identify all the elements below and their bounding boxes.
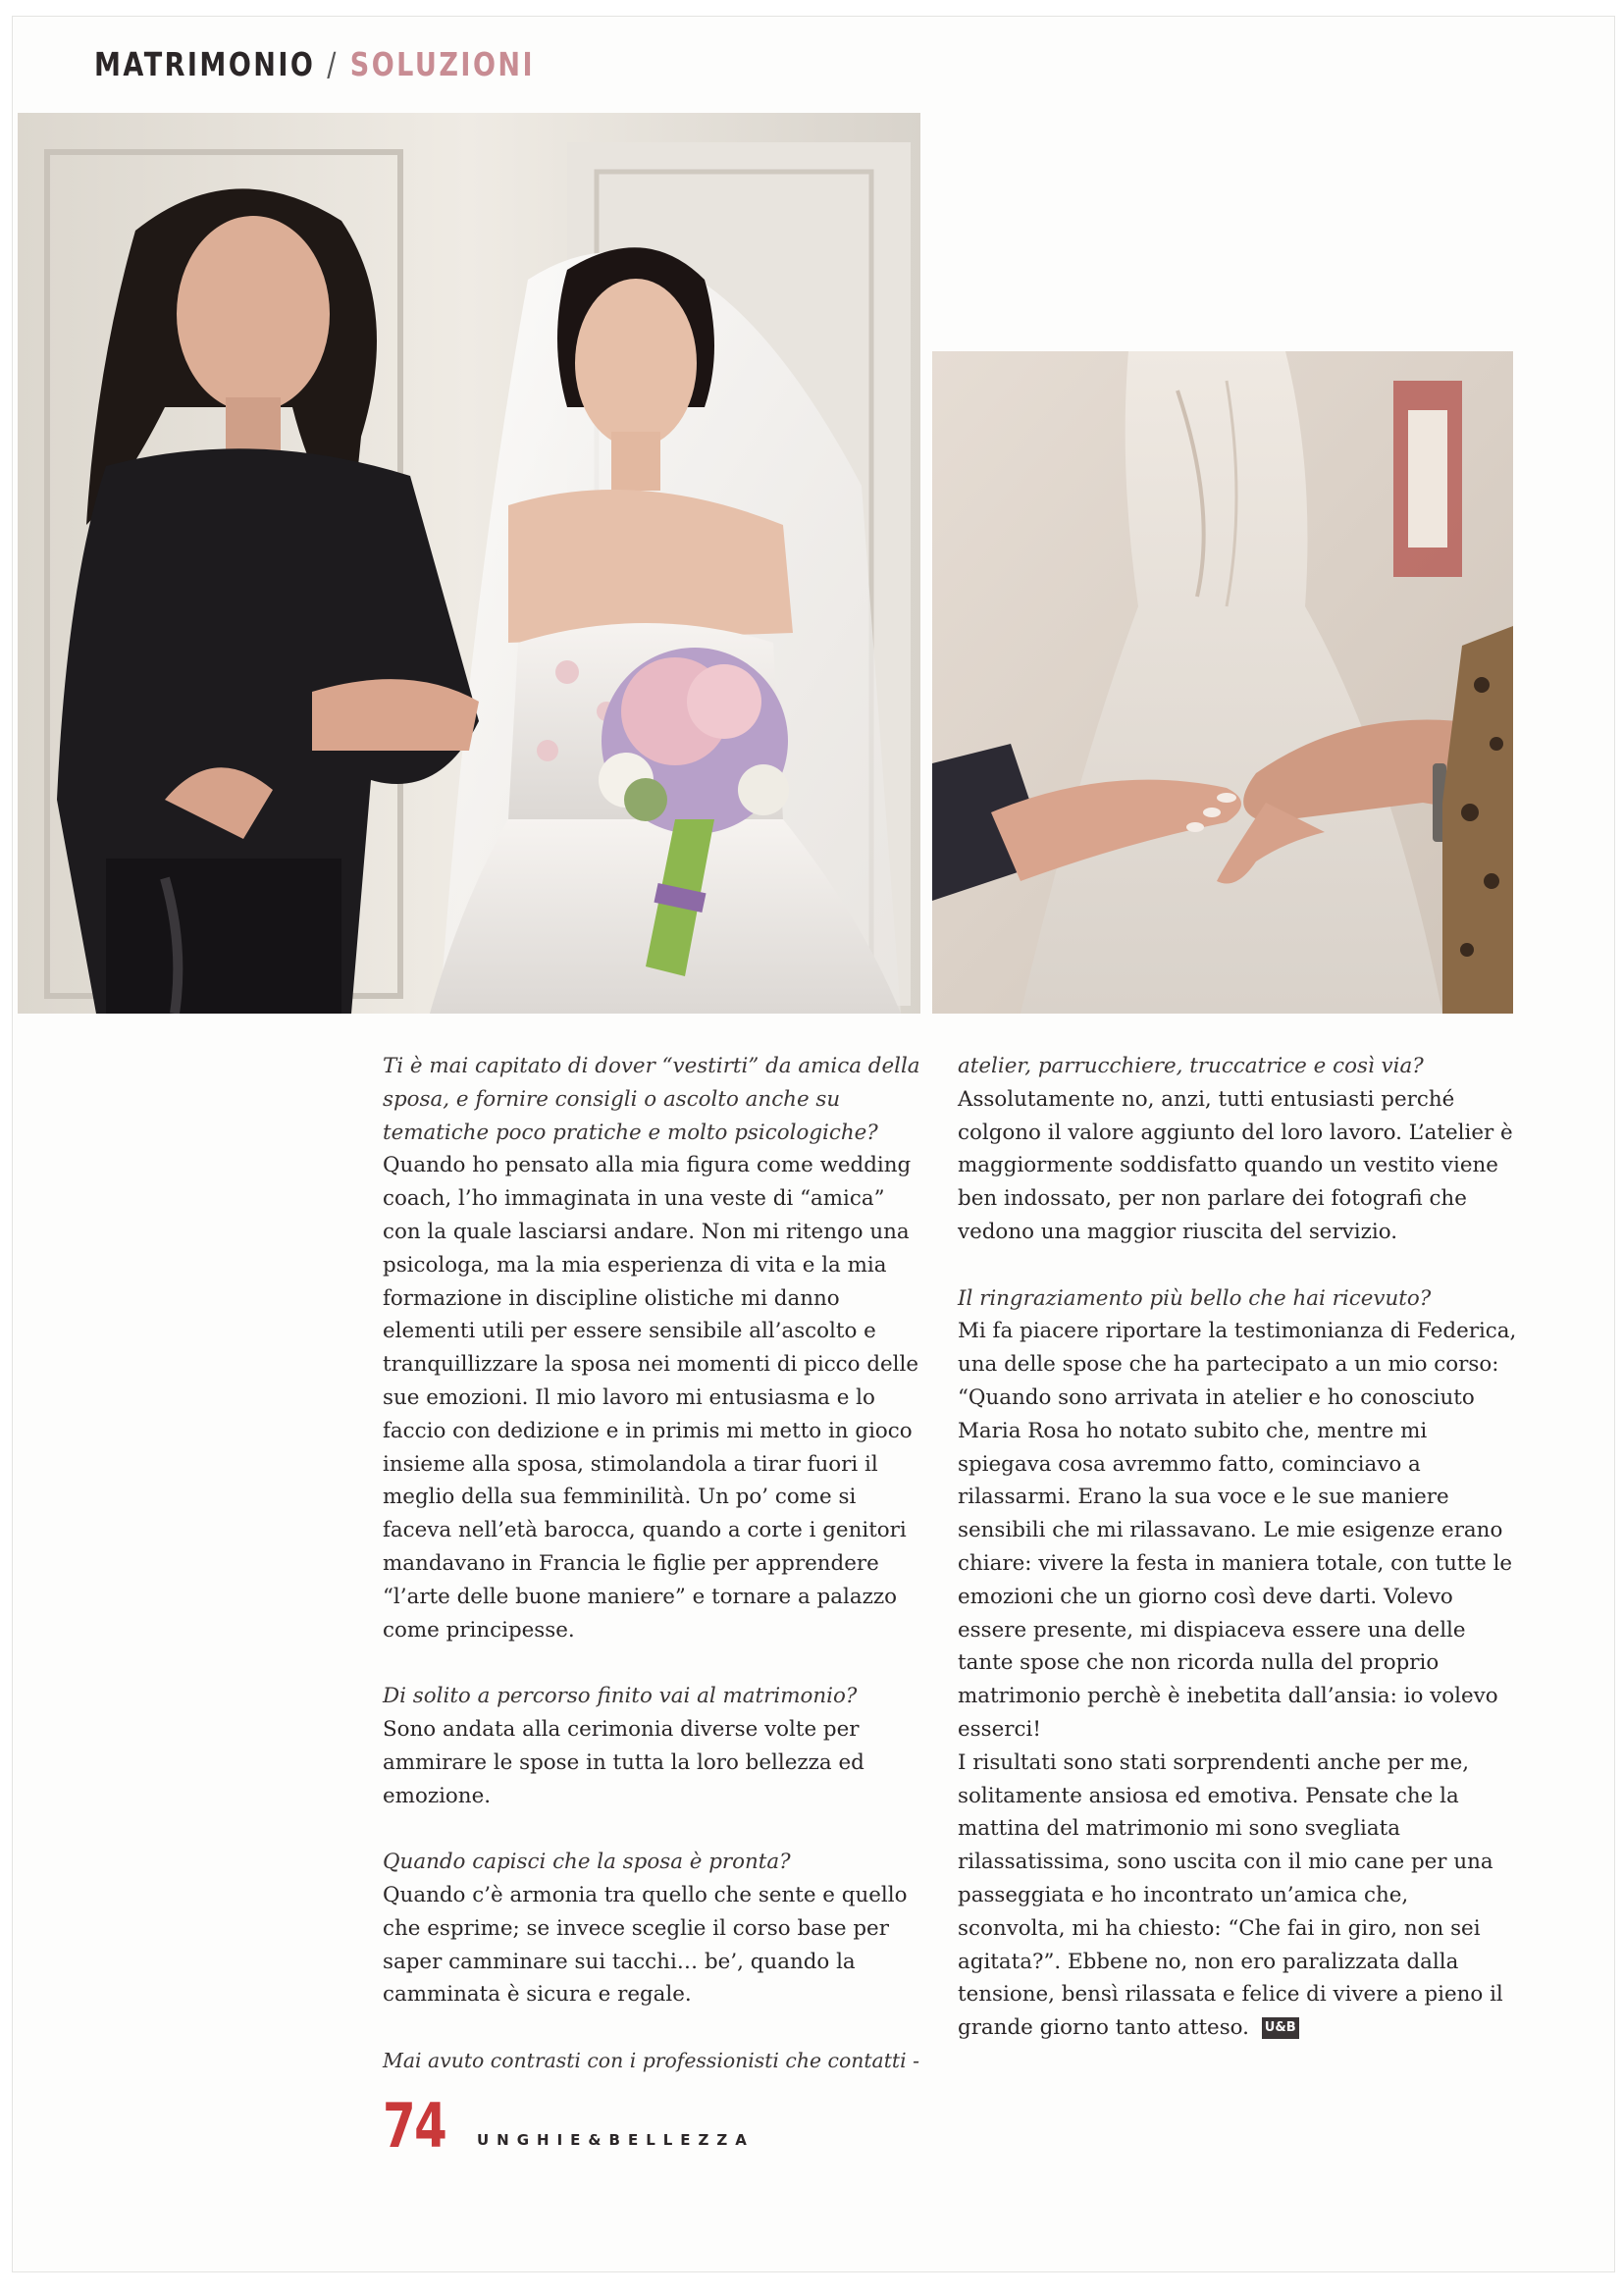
interview-answer (958, 1747, 1517, 2045)
interview-question: Il ringraziamento più bello che hai ricevuto? (958, 1285, 1432, 1311)
section-subtitle: SOLUZIONI (349, 45, 536, 83)
article-column-right (958, 1050, 1517, 2045)
interview-question: Di solito a percorso finito vai al matrimonio? (383, 1684, 858, 1709)
article-column-left (383, 1050, 922, 2078)
interview-answer: Assolutamente no, anzi, tutti entusiasti perché colgono il valore aggiunto del loro lavoro. L’atelier è maggiormente soddisfatto quando un vestito viene ben indossato, per non parlare dei fotografi che vedono una maggior riuscita del servizio. (958, 1086, 1513, 1244)
interview-question: Quando capisci che la sposa è pronta? (383, 1850, 791, 1875)
interview-answer: Quando c’è armonia tra quello che sente e quello che esprime; se invece sceglie il corso base per saper camminare sui tacchi… be’, quando la camminata è sicura e regale. (383, 1882, 908, 2008)
closing-paragraph: I risultati sono stati sorprendenti anche per me, solitamente ansiosa ed emotiva. Pensate che la mattina del matrimonio mi sono svegliata rilassatissima, sono uscita con il mio cane per una passeggiata e ho incontrato un’amica che, sconvolta, mi ha chiesto: “Che fai in giro, non sei agitata?”. Ebbene no, non ero paralizzata dalla tensione, bensì rilassata e felice di vivere a pieno il grande giorno tanto atteso. (958, 1749, 1503, 2041)
magazine-name: UNGHIE&BELLEZZA (477, 2131, 755, 2149)
hands-on-wedding-dress-photo (932, 351, 1513, 1014)
page-footer (383, 2082, 755, 2162)
interview-question: Mai avuto contrasti con i professionisti che contatti - (383, 2048, 919, 2072)
interview-answer: Quando ho pensato alla mia figura come wedding coach, l’ho immaginata in una veste di “amica” con la quale lasciarsi andare. Non mi ritengo una psicologa, ma la mia esperienza di vita e la mia formazione in discipline olistiche mi danno elementi utili per essere sensibile all’ascolto e tranquillizzare la sposa nei momenti di picco delle sue emozioni. Il mio lavoro mi entusiasma e lo faccio con dedizione e in primis mi metto in gioco insieme alla sposa, stimolandola a tirar fuori il meglio della sua femminilità. Un po’ come si faceva nell’età barocca, quando a corte i genitori mandavano in Francia le figlie per apprendere “l’arte delle buone maniere” e tornare a palazzo come principesse. (383, 1153, 919, 1643)
end-mark-logo: U&B (1262, 2017, 1299, 2039)
section-category: MATRIMONIO (94, 45, 316, 83)
wedding-coach-with-bride-photo (18, 113, 920, 1014)
main-photo-illustration (18, 113, 920, 1014)
hands-photo-illustration (932, 351, 1513, 1014)
page-number: 74 (383, 2090, 446, 2162)
interview-answer: Sono andata alla cerimonia diverse volte per ammirare le spose in tutta la loro bellezza ed emozione. (383, 1716, 864, 1808)
interview-answer: Mi fa piacere riportare la testimonianza di Federica, una delle spose che ha partecipato a un mio corso: “Quando sono arrivata in atelier e ho conosciuto Maria Rosa ho notato subito che, mentre mi spiegava cosa avremmo fatto, cominciavo a rilassarmi. Erano la sua voce e le sue maniere sensibili che mi rilassavano. Le mie esigenze erano chiare: vivere la festa in maniera totale, con tutte le emozioni che un giorno così deve darti. Volevo essere presente, mi dispiaceva essere una delle tante spose che non ricorda nulla del proprio matrimonio perchè è inebetita dall’ansia: io volevo esserci! (958, 1319, 1517, 1742)
interview-question: Ti è mai capitato di dover “vestirti” da amica della sposa, e fornire consigli o ascolto anche su tematiche poco pratiche e molto psicologiche? (383, 1054, 920, 1145)
section-header (94, 45, 535, 94)
interview-question: atelier, parrucchiere, truccatrice e così via? (958, 1054, 1424, 1078)
section-separator: / (327, 45, 339, 83)
